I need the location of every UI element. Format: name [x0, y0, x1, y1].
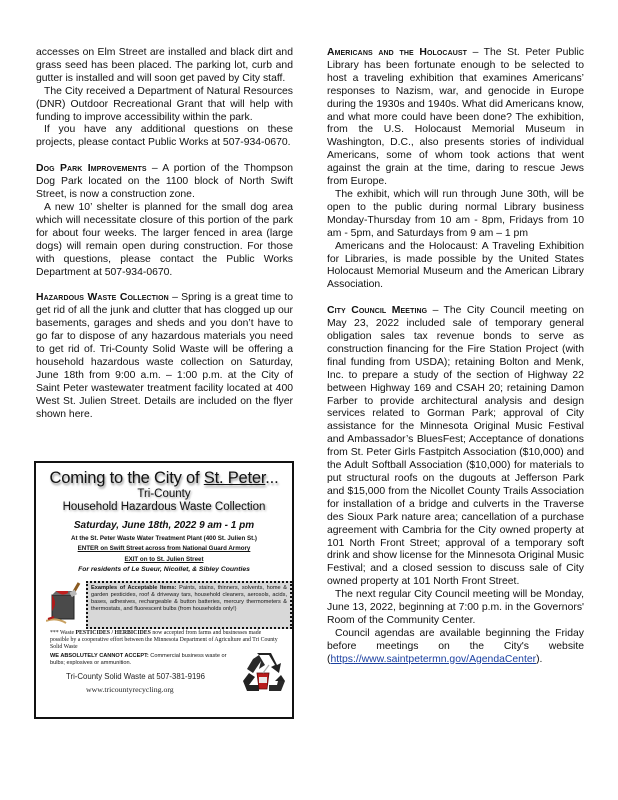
- dog-park-shelter-paragraph: A new 10’ shelter is planned for the small dog area which will necessitate closure of this portion of the park for about four weeks. The larger fenced in area (large dogs) will remain open during construction. For those with questions, please contact the Public Works Department at 507-934-0670.: [36, 201, 293, 278]
- council-heading: City Council Meeting: [327, 305, 428, 317]
- left-column: [36, 47, 293, 421]
- flyer-website[interactable]: www.tricountyrecycling.org: [86, 685, 174, 694]
- flyer-subtitle-collection: Household Hazardous Waste Collection: [62, 501, 266, 513]
- flyer-cannot-accept-text: Commercial business waste or bulbs; explosives or ammunition.: [50, 653, 227, 666]
- dog-park-lead: – A portion of the Thompson Dog Park located on the 1100 block of North Swift Street, is now a construction zone.: [36, 163, 293, 201]
- holocaust-article: [327, 47, 584, 189]
- flyer-pesticides-text: now accepted from farms and businesses made possible by a cooperative effort between the Minnesota Department of Agriculture and Tri County Solid Waste: [50, 630, 278, 650]
- hazardous-waste-article: [36, 292, 293, 421]
- dog-park-heading: Dog Park Improvements: [36, 163, 147, 175]
- flyer-acceptable-items-list: Paints, stains, thinners, solvents, home & garden pesticides, roof & driveway tars, household cleaners, aerosols, acids, bases, adhesives, rechargeable & button batteries, mercury thermometers & thermostats, and fluorescent bulbs (from households only!): [91, 585, 287, 612]
- council-agendas-text: Council agendas are available beginning the Friday before meetings on the City's website (: [327, 627, 584, 665]
- elm-street-paragraph: accesses on Elm Street are installed and black dirt and grass seed has been placed. The parking lot, curb and gutter is installed and will soon get paved by City staff.: [36, 47, 293, 84]
- flyer-cannot-accept: [50, 653, 235, 667]
- dog-park-article: [36, 163, 293, 202]
- hazardous-waste-heading: Hazardous Waste Collection: [36, 292, 169, 304]
- flyer-exit-directions: EXIT on to St. Julien Street: [124, 556, 204, 563]
- flyer-title-city: St. Peter: [203, 469, 266, 487]
- council-agendas-close: ).: [536, 653, 543, 665]
- right-column: [327, 47, 584, 667]
- flyer-pesticides-prefix: *** Waste: [50, 630, 76, 636]
- holocaust-lead: – The St. Peter Public Library has been fortunate enough to be selected to host a traveling exhibition that examines Americans’ responses to Nazism, war, and genocide in Europe during the 1930s and 1940s. What did Americans know, and what more could have been done? The exhibition, from the U.S. Holocaust Memorial Museum in Washington, D.C., also presents stories of individual Americans, some of whom took actions that went against the grain at the time, daring to rescue Jews from Europe.: [327, 47, 584, 188]
- flyer-pesticides-note: [50, 630, 280, 651]
- dnr-grant-paragraph: The City received a Department of Natural Resources (DNR) Outdoor Recreational Grant that will help with funding to improve accessibility within the park.: [36, 85, 293, 123]
- flyer-phone: Tri-County Solid Waste at 507-381-9196: [66, 672, 205, 681]
- recycle-icon: [239, 651, 287, 699]
- flyer-acceptable-items: [86, 581, 292, 629]
- agenda-center-link[interactable]: https://www.saintpetermn.gov/AgendaCenter: [330, 653, 537, 665]
- paint-can-icon: [46, 581, 82, 627]
- council-lead: – The City Council meeting on May 23, 2022 included sale of temporary general obligation sales tax revenue bonds to serve as construction financing for the Fire Station Project (with final funding from USDA); retaining Bolton and Menk, Inc. to prepare a study of the section of Highway 22 between Highway 169 and CSAH 20; retaining Damon Farber to provide architectural analysis and design services related to Gorman Park; approval of City assistance for the Minnesota Original Music Festival and Ambassador’s BluesFest; Acceptance of donations from St. Peter Girls Fastpitch Association ($10,000) and the Adult Softball Association ($10,000) for materials to put structural roofs on the dugouts at Jefferson Park and $15,000 from the Nicollet County Trails Association for installation of a bridge and culverts in the Traverse des Sioux Park nature area; cancellation of a purchase agreement with Cambria for the City owned property at 101 North Front Street; approval of a temporary soft drink and show license for the Minnesota Original Music Festival; and a closed session to discuss sale of City owned property at 101 North Front Street.: [327, 305, 585, 588]
- flyer-residents: For residents of Le Sueur, Nicollet, & Sibley Counties: [78, 566, 250, 573]
- flyer-title-prefix: Coming to the City of: [49, 469, 204, 487]
- flyer-title-suffix: ...: [265, 469, 279, 487]
- hazardous-waste-lead: – Spring is a great time to get rid of all the junk and clutter that has clogged up our basements, garages and sheds and you don’t have to go far to dispose of any hazardous materials you need to get rid of. Tri-County Solid Waste will be offering a household hazardous waste collection on Saturday, June 18th from 9:00 a.m. – 1:00 p.m. at the City of Saint Peter wastewater treatment facility located at 400 West St. Julien Street. Details are included on the flyer shown here.: [36, 292, 293, 420]
- public-works-contact-paragraph: If you have any additional questions on these projects, please contact Public Works at 507-934-0670.: [36, 124, 293, 149]
- holocaust-heading: Americans and the Holocaust: [327, 47, 468, 58]
- council-agendas-paragraph: [327, 628, 584, 667]
- flyer-cannot-accept-label: WE ABSOLUTELY CANNOT ACCEPT:: [50, 653, 149, 659]
- council-next-meeting-paragraph: The next regular City Council meeting will be Monday, June 13, 2022, beginning at 7:00 p.m. in the Governors' Room of the Community Center.: [327, 589, 584, 626]
- council-article: [327, 305, 584, 589]
- flyer-enter-directions: ENTER on Swift Street across from National Guard Armory: [77, 545, 251, 552]
- flyer-acceptable-items-label: Examples of Acceptable Items:: [91, 585, 177, 591]
- holocaust-sponsors-paragraph: Americans and the Holocaust: A Traveling Exhibition for Libraries, is made possible by the United States Holocaust Memorial Museum and the American Library Association.: [327, 240, 584, 291]
- flyer-date-time: Saturday, June 18th, 2022 9 am - 1 pm: [73, 520, 255, 531]
- flyer-location: At the St. Peter Waste Water Treatment Plant (400 St. Julien St.): [71, 535, 257, 542]
- hazardous-waste-flyer: [34, 461, 294, 719]
- flyer-subtitle-tricounty: Tri-County: [137, 488, 191, 500]
- flyer-title: [36, 469, 292, 488]
- holocaust-hours-paragraph: The exhibit, which will run through June 30th, will be open to the public during normal Library business Monday-Thursday from 10 am - 8pm, Fridays from 10 am - 5pm, and Saturdays from 9 am – 1 pm: [327, 188, 584, 239]
- flyer-pesticides-bold: PESTICIDES / HERBICIDES: [75, 630, 151, 636]
